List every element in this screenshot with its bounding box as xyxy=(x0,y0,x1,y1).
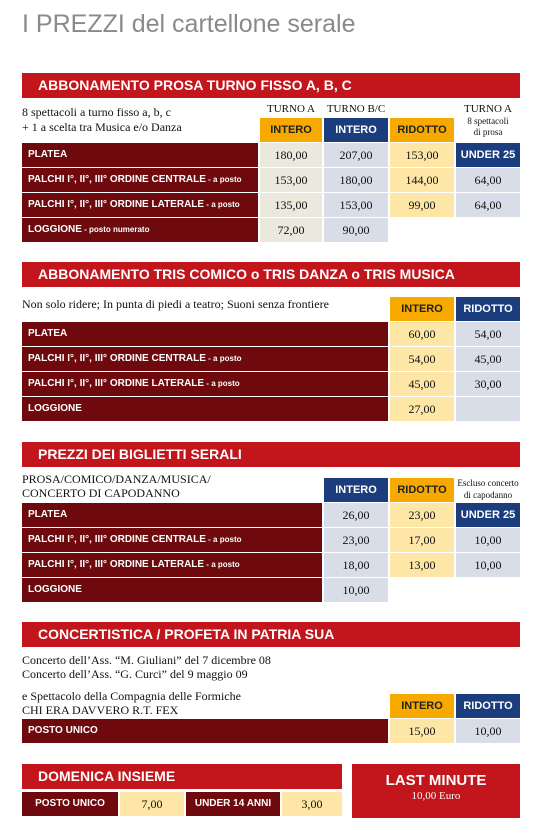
tris-row-laterale-label: PALCHI I°, II°, III° ORDINE LATERALE - a posto xyxy=(22,372,388,396)
biglietti-row-laterale-label: PALCHI I°, II°, III° ORDINE LATERALE - a posto xyxy=(22,553,322,577)
biglietti-platea-ridotto: 23,00 xyxy=(390,503,454,527)
biglietti-note2: di capodanno xyxy=(463,490,513,500)
prosa-desc-line2: + 1 a scelta tra Musica e/o Danza xyxy=(22,120,182,134)
biglietti-row-platea-label: PLATEA xyxy=(22,503,322,527)
header-intero-turno-bc: INTERO xyxy=(324,118,388,142)
tris-desc: Non solo ridere; In punta di piedi a teatro; Suoni senza frontiere xyxy=(22,297,329,311)
prosa-under25-header: UNDER 25 xyxy=(456,143,520,167)
prosa-platea-ridotto: 153,00 xyxy=(390,143,454,167)
domenica-under14-label: UNDER 14 ANNI xyxy=(186,792,280,816)
biglietti-laterale-under25: 10,00 xyxy=(456,553,520,577)
prosa-loggione-intero-bc: 90,00 xyxy=(324,218,388,242)
biglietti-under25-header: UNDER 25 xyxy=(456,503,520,527)
prosa-laterale-intero-a: 135,00 xyxy=(260,193,322,217)
prosa-laterale-ridotto: 99,00 xyxy=(390,193,454,217)
biglietti-platea-intero: 26,00 xyxy=(324,503,388,527)
turno-a2-label: TURNO A xyxy=(464,103,512,115)
section-heading-domenica: DOMENICA INSIEME xyxy=(22,764,342,789)
biglietti-laterale-ridotto: 13,00 xyxy=(390,553,454,577)
header-intero-turno-a: INTERO xyxy=(260,118,322,142)
tris-centrale-ridotto: 45,00 xyxy=(456,347,520,371)
domenica-posto-unico-label: POSTO UNICO xyxy=(22,792,118,816)
turno-a2-note1: 8 spettacoli xyxy=(467,116,509,126)
prosa-platea-intero-a: 180,00 xyxy=(260,143,322,167)
concert-line1: Concerto dell’Ass. “M. Giuliani” del 7 dicembre 08 xyxy=(22,653,271,667)
prosa-centrale-intero-bc: 180,00 xyxy=(324,168,388,192)
biglietti-laterale-intero: 18,00 xyxy=(324,553,388,577)
last-minute-price: 10,00 Euro xyxy=(411,790,461,802)
tris-loggione-ridotto-empty xyxy=(456,397,520,421)
prosa-centrale-ridotto: 144,00 xyxy=(390,168,454,192)
biglietti-header-intero: INTERO xyxy=(324,478,388,502)
concert-line3: e Spettacolo della Compagnia delle Formiche xyxy=(22,689,241,703)
prosa-centrale-under25: 64,00 xyxy=(456,168,520,192)
prosa-row-loggione-label: LOGGIONE - posto numerato xyxy=(22,218,258,242)
domenica-posto-unico-value: 7,00 xyxy=(120,792,184,816)
tris-platea-ridotto: 54,00 xyxy=(456,322,520,346)
biglietti-header-ridotto: RIDOTTO xyxy=(390,478,454,502)
last-minute-box xyxy=(352,764,520,818)
page-title: I PREZZI del cartellone serale xyxy=(22,10,356,38)
prosa-laterale-intero-bc: 153,00 xyxy=(324,193,388,217)
prosa-loggione-intero-a: 72,00 xyxy=(260,218,322,242)
header-ridotto: RIDOTTO xyxy=(390,118,454,142)
concert-posto-unico-ridotto: 10,00 xyxy=(456,719,520,743)
biglietti-loggione-intero: 10,00 xyxy=(324,578,388,602)
prosa-platea-intero-bc: 207,00 xyxy=(324,143,388,167)
turno-a2-note2: di prosa xyxy=(473,127,503,137)
turno-a-label: TURNO A xyxy=(267,103,315,115)
concert-header-intero: INTERO xyxy=(390,694,454,718)
biglietti-centrale-under25: 10,00 xyxy=(456,528,520,552)
concert-line2: Concerto dell’Ass. “G. Curci” del 9 maggio 09 xyxy=(22,667,248,681)
concert-line4: CHI ERA DAVVERO R.T. FEX xyxy=(22,703,179,717)
prosa-row-centrale-label: PALCHI I°, II°, III° ORDINE CENTRALE - a posto xyxy=(22,168,258,192)
last-minute-label: LAST MINUTE xyxy=(385,772,487,789)
biglietti-centrale-intero: 23,00 xyxy=(324,528,388,552)
section-heading-biglietti: PREZZI DEI BIGLIETTI SERALI xyxy=(22,442,520,467)
prosa-desc-line1: 8 spettacoli a turno fisso a, b, c xyxy=(22,105,171,119)
section-heading-prosa: ABBONAMENTO PROSA TURNO FISSO A, B, C xyxy=(22,73,520,98)
tris-laterale-intero: 45,00 xyxy=(390,372,454,396)
turno-bc-label: TURNO B/C xyxy=(326,103,386,115)
biglietti-note1: Escluso concerto xyxy=(457,478,519,488)
concert-posto-unico-intero: 15,00 xyxy=(390,719,454,743)
tris-header-intero: INTERO xyxy=(390,297,454,321)
concert-row-posto-unico-label: POSTO UNICO xyxy=(22,719,388,743)
tris-platea-intero: 60,00 xyxy=(390,322,454,346)
biglietti-desc-line1: PROSA/COMICO/DANZA/MUSICA/ xyxy=(22,472,211,486)
prosa-row-laterale-label: PALCHI I°, II°, III° ORDINE LATERALE - a posto xyxy=(22,193,258,217)
domenica-under14-value: 3,00 xyxy=(282,792,342,816)
tris-header-ridotto: RIDOTTO xyxy=(456,297,520,321)
biglietti-row-centrale-label: PALCHI I°, II°, III° ORDINE CENTRALE - a posto xyxy=(22,528,322,552)
section-heading-concertistica: CONCERTISTICA / PROFETA IN PATRIA SUA xyxy=(22,622,520,647)
tris-row-platea-label: PLATEA xyxy=(22,322,388,346)
prosa-row-platea-label: PLATEA xyxy=(22,143,258,167)
biglietti-desc-line2: CONCERTO DI CAPODANNO xyxy=(22,486,180,500)
section-heading-tris: ABBONAMENTO TRIS COMICO o TRIS DANZA o TRIS MUSICA xyxy=(22,262,520,287)
prosa-centrale-intero-a: 153,00 xyxy=(260,168,322,192)
prosa-laterale-under25: 64,00 xyxy=(456,193,520,217)
biglietti-centrale-ridotto: 17,00 xyxy=(390,528,454,552)
concert-header-ridotto: RIDOTTO xyxy=(456,694,520,718)
tris-row-loggione-label: LOGGIONE xyxy=(22,397,388,421)
biglietti-row-loggione-label: LOGGIONE xyxy=(22,578,322,602)
tris-laterale-ridotto: 30,00 xyxy=(456,372,520,396)
tris-centrale-intero: 54,00 xyxy=(390,347,454,371)
tris-row-centrale-label: PALCHI I°, II°, III° ORDINE CENTRALE - a posto xyxy=(22,347,388,371)
tris-loggione-intero: 27,00 xyxy=(390,397,454,421)
